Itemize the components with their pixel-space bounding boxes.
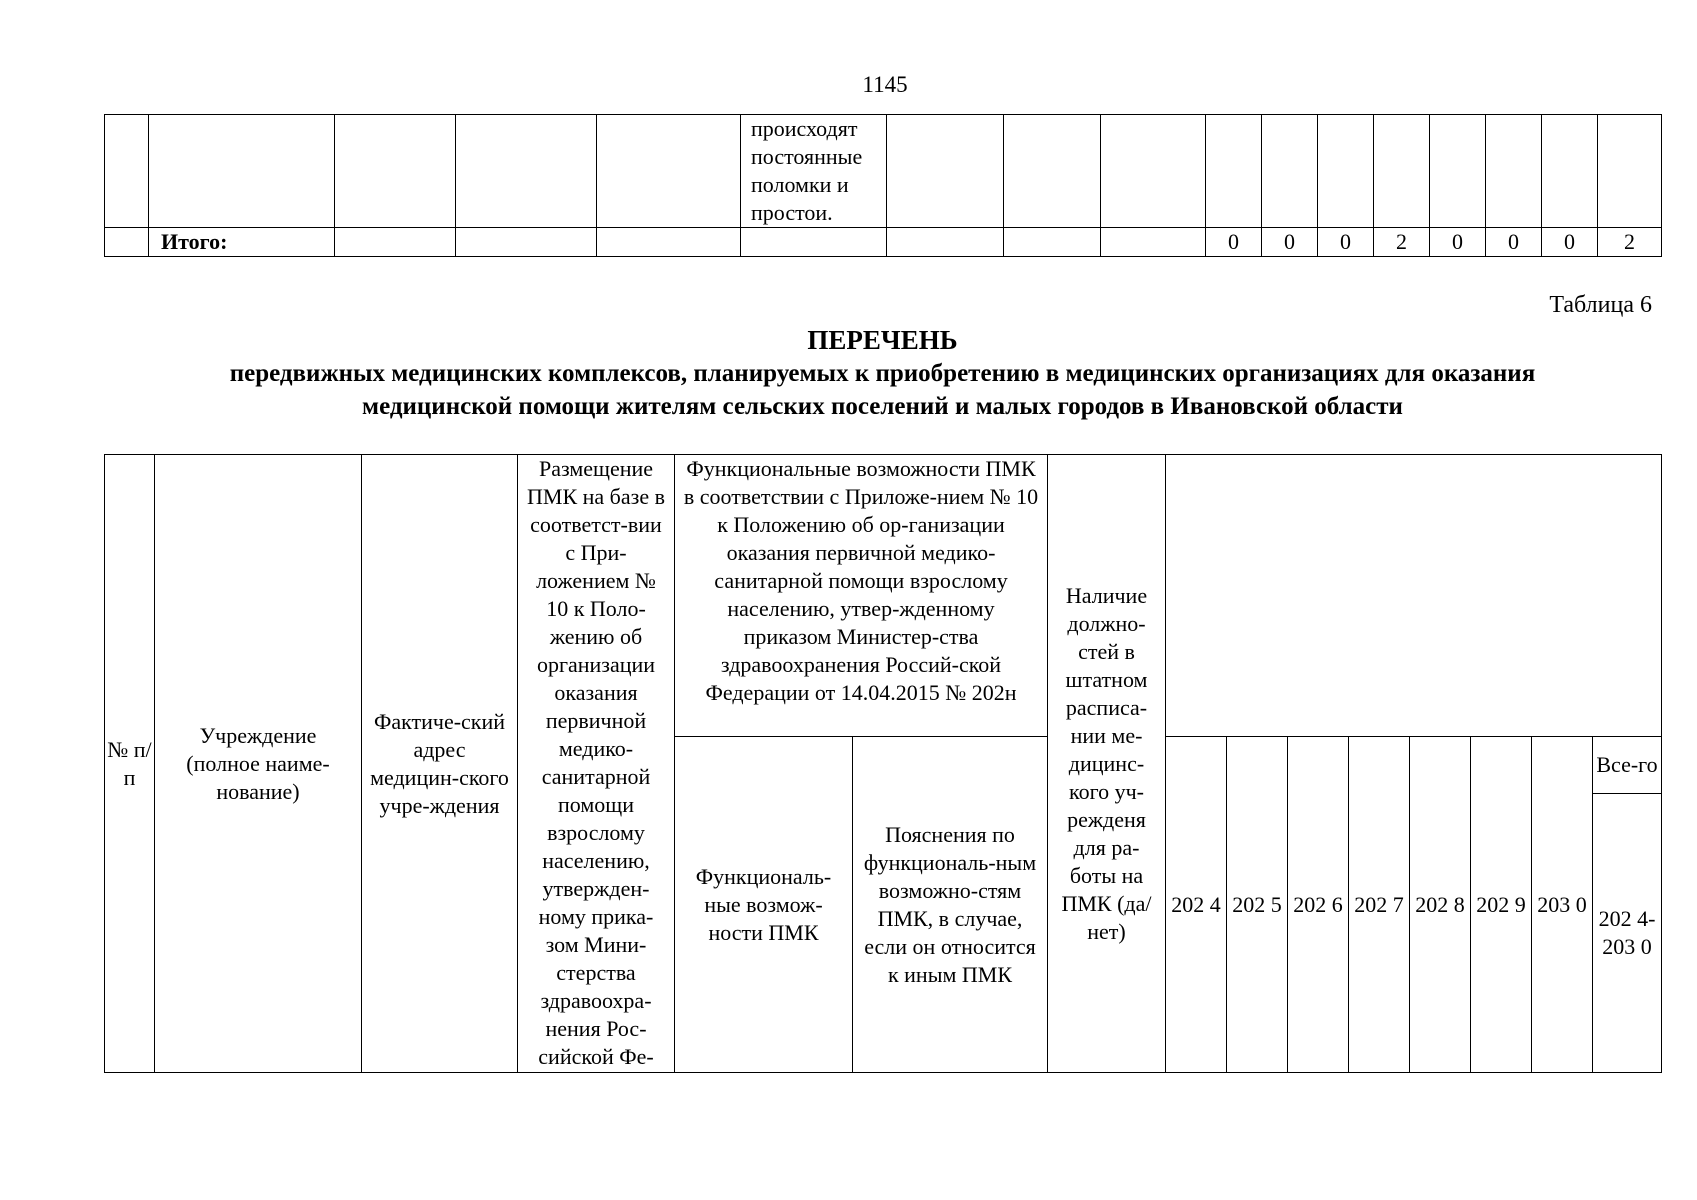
header-total: Все-го [1593,737,1662,794]
header-total-range: 202 4-203 0 [1593,794,1662,1073]
header-address: Фактиче-ский адрес медицин-ского учре-ждения [362,455,518,1073]
header-placement: Размещение ПМК на базе в соответст-вии с При-ложением № 10 к Поло-жению об организации оказания первичной медико-санитарной помощи взрослому населению, утвержден-ному прика-зом Мини-стерства здравоохра-нения Рос-сийской Фе- [518,455,675,1073]
header-year: 202 4 [1166,737,1227,1073]
total-label: Итого: [149,228,335,257]
total-value: 0 [1318,228,1374,257]
continued-table [104,114,1662,257]
document-title [104,324,1661,423]
page-number: 1145 [862,72,908,97]
table-row [105,115,1662,228]
header-functional-group: Функциональные возможности ПМК в соответствии с Приложе-нием № 10 к Положению об ор-ганизации оказания первичной медико-санитарной помощи взрослому населению, утвер-жденному приказом Министер-ства здравоохранения Россий-ской Федерации от 14.04.2015 № 202н [675,455,1048,737]
table-row [105,455,1662,737]
table-label: Таблица 6 [1549,292,1652,318]
total-value: 0 [1486,228,1542,257]
header-explanations: Пояснения по функциональ-ным возможно-стям ПМК, в случае, если он относится к иным ПМК [853,737,1048,1073]
title-line: медицинской помощи жителям сельских поселений и малых городов в Ивановской области [362,393,1403,420]
header-year: 202 5 [1227,737,1288,1073]
title-line: передвижных медицинских комплексов, планируемых к приобретению в медицинских организациях для оказания [229,360,1536,387]
header-year: 203 0 [1532,737,1593,1073]
equipment-table [104,454,1662,1073]
header-year: 202 7 [1349,737,1410,1073]
total-value: 0 [1206,228,1262,257]
header-functional: Функциональ-ные возмож-ности ПМК [675,737,853,1073]
total-value: 0 [1262,228,1318,257]
total-value: 2 [1598,228,1662,257]
header-years-group [1166,455,1662,737]
header-year: 202 8 [1410,737,1471,1073]
header-year: 202 6 [1288,737,1349,1073]
title-main: ПЕРЕЧЕНЬ [807,325,958,355]
total-value: 0 [1430,228,1486,257]
continued-cell-text: происходят постоянные поломки и простои. [741,115,887,228]
header-num: № п/ п [105,455,155,1073]
header-institution: Учреждение (полное наиме-нование) [155,455,362,1073]
total-row [105,228,1662,257]
total-value: 0 [1542,228,1598,257]
header-year: 202 9 [1471,737,1532,1073]
total-value: 2 [1374,228,1430,257]
header-staff: Наличие должно-стей в штатном расписа-нии ме-дицинс-кого уч-режденя для ра-боты на ПМК (да/нет) [1048,455,1166,1073]
